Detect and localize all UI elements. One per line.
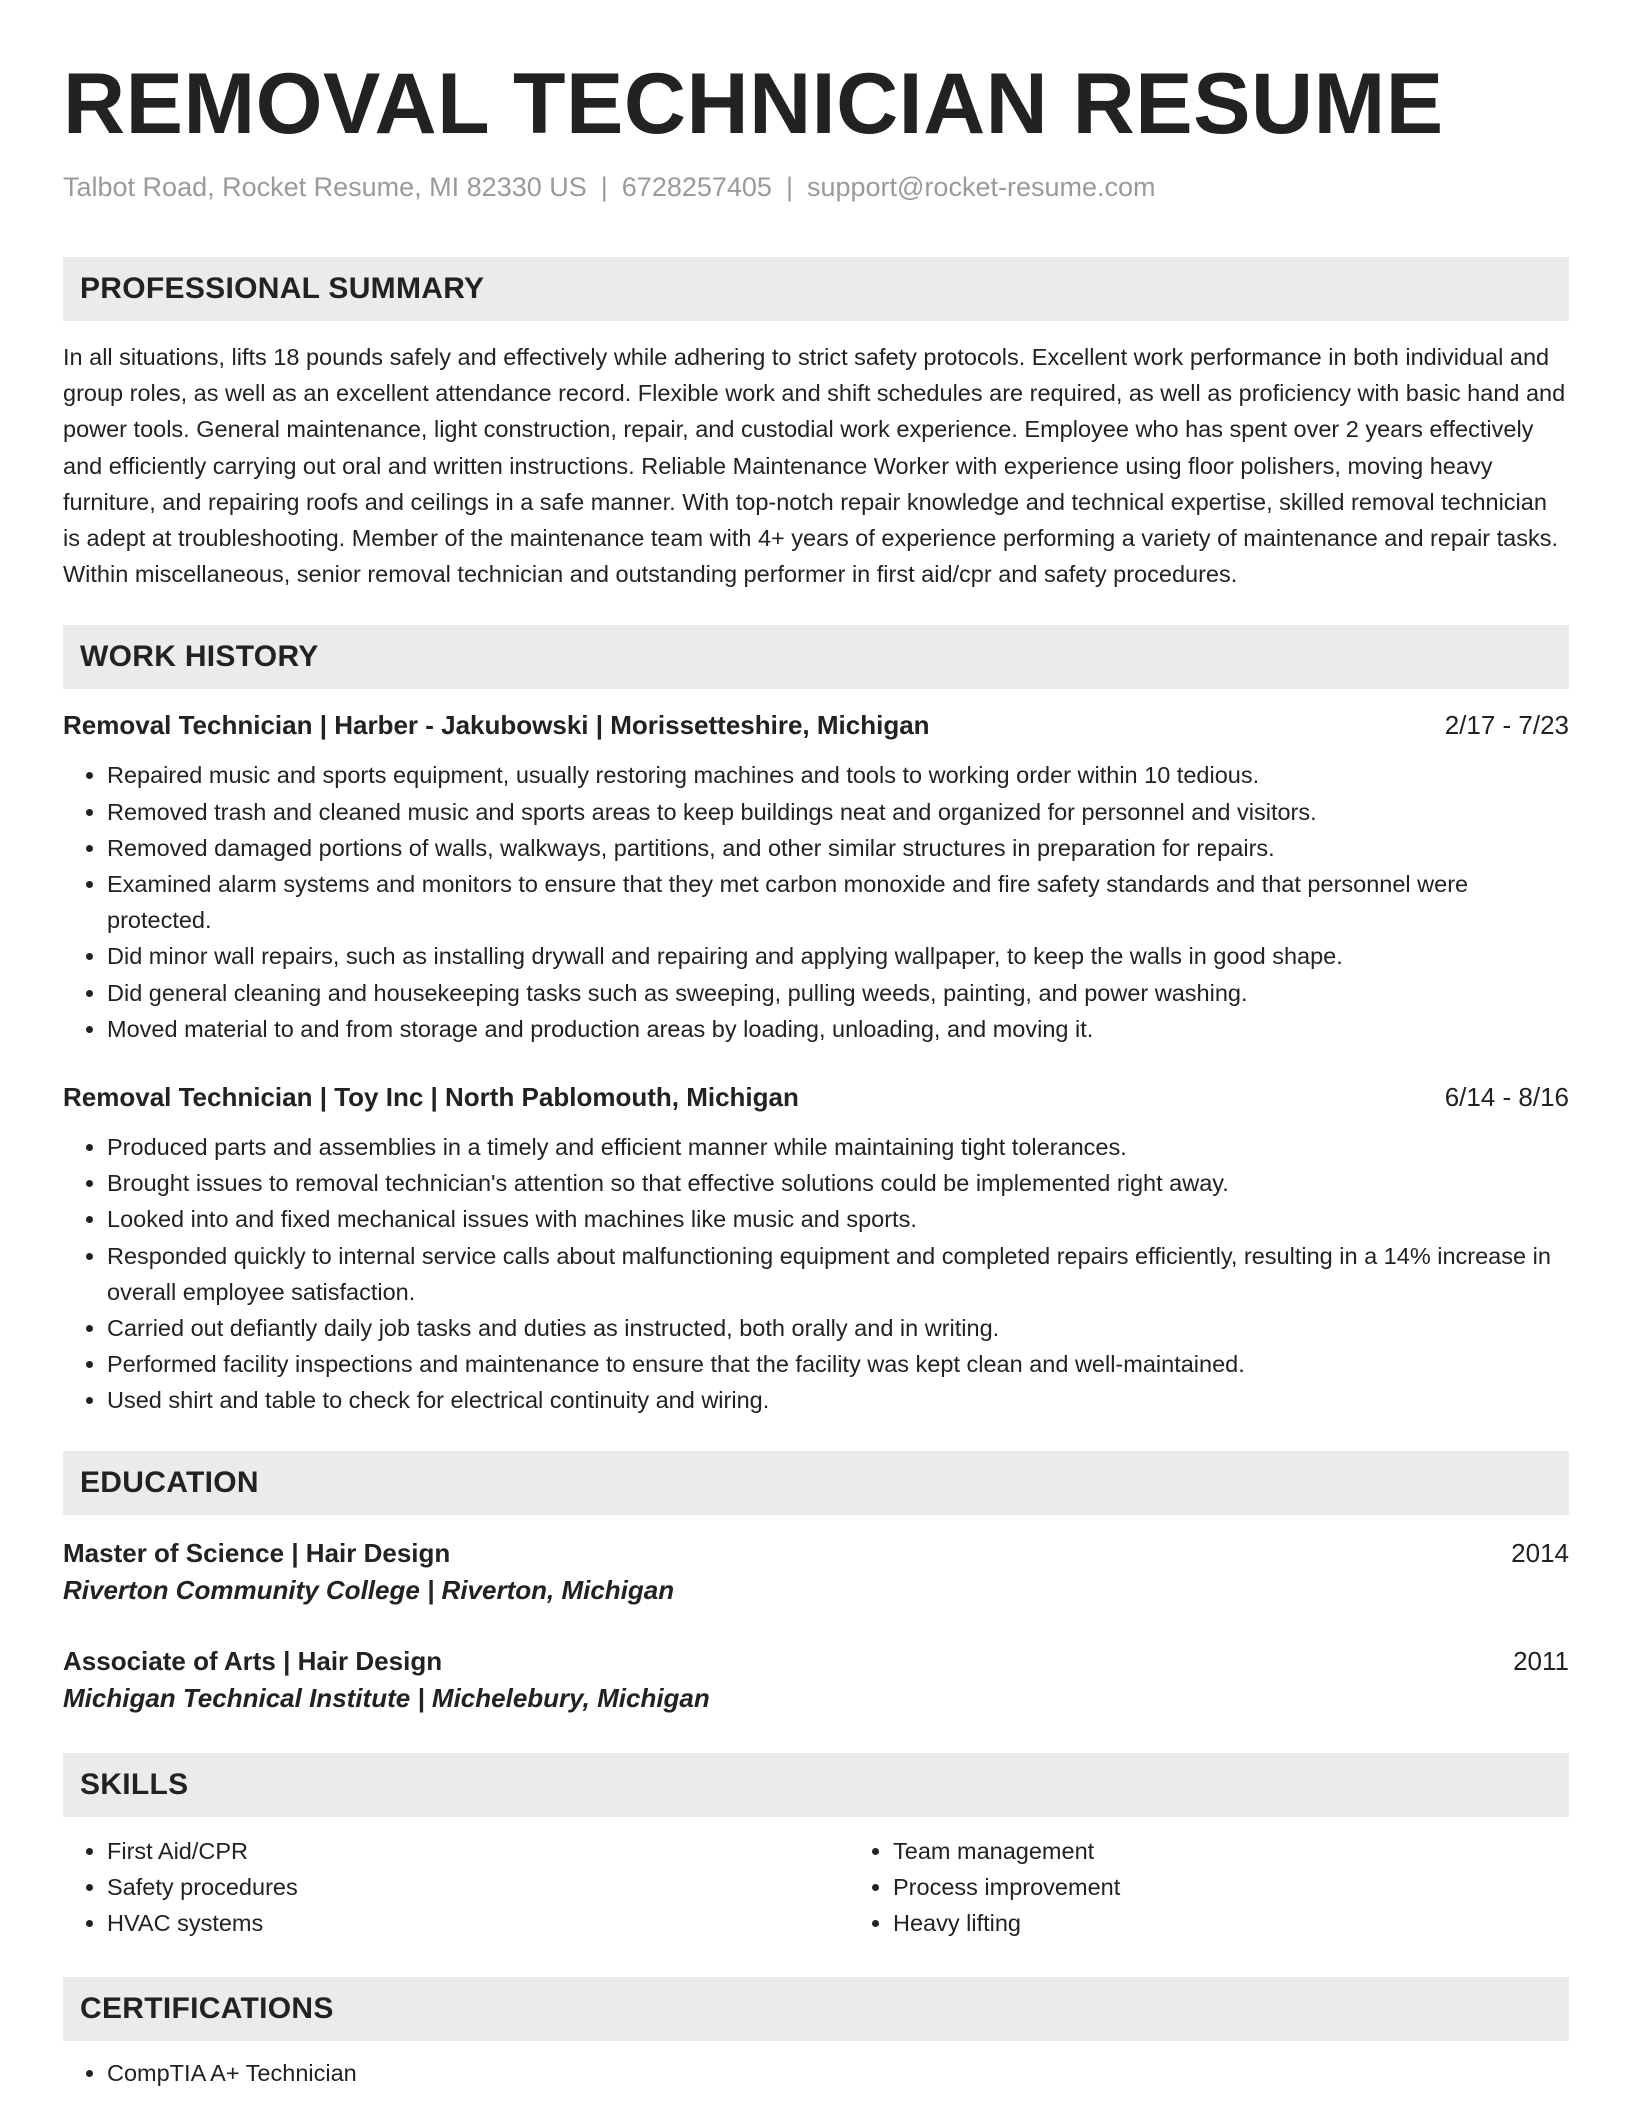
job-duty-item: • Performed facility inspections and maintenance to ensure that the facility was kept clean and well-maintained. bbox=[107, 1346, 1569, 1382]
job-duty-item: • Examined alarm systems and monitors to ensure that they met carbon monoxide and fire safety standards and that personnel were protected. bbox=[107, 866, 1569, 938]
job-duty-item: • Did general cleaning and housekeeping tasks such as sweeping, pulling weeds, painting, and power washing. bbox=[107, 975, 1569, 1011]
education-header bbox=[63, 1535, 1569, 1571]
section-header-certifications: CERTIFICATIONS bbox=[63, 1977, 1569, 2041]
job-duty-item: • Used shirt and table to check for electrical continuity and wiring. bbox=[107, 1382, 1569, 1418]
contact-phone: 6728257405 bbox=[621, 172, 772, 202]
summary-text: In all situations, lifts 18 pounds safely and effectively while adhering to strict safety protocols. Excellent work performance in both individual and group roles, as well as an excellent attendance record. Flexible work and shift schedules are required, as well as proficiency with basic hand and power tools. General maintenance, light construction, repair, and custodial work experience. Employee who has spent over 2 years effectively and efficiently carrying out oral and written instructions. Reliable Maintenance Worker with experience using floor polishers, moving heavy furniture, and repairing roofs and ceilings in a safe manner. With top-notch repair knowledge and technical expertise, skilled removal technician is adept at troubleshooting. Member of the maintenance team with 4+ years of experience performing a variety of maintenance and repair tasks. Within miscellaneous, senior removal technician and outstanding performer in first aid/cpr and safety procedures. bbox=[63, 344, 1566, 588]
section-header-work-history: WORK HISTORY bbox=[63, 625, 1569, 689]
skill-item: • Process improvement bbox=[893, 1869, 1569, 1905]
job-title: Removal Technician | Harber - Jakubowski | Morissetteshire, Michigan bbox=[63, 710, 930, 741]
education-year: 2011 bbox=[1513, 1645, 1569, 1676]
job-duties-list bbox=[63, 1129, 1569, 1419]
job-duty-item: • Did minor wall repairs, such as installing drywall and repairing and applying wallpaper, to keep the walls in good shape. bbox=[107, 938, 1569, 974]
contact-separator: | bbox=[600, 172, 608, 202]
job-entry bbox=[63, 707, 1569, 1047]
job-duty-item: • Removed damaged portions of walls, walkways, partitions, and other similar structures in preparation for repairs. bbox=[107, 830, 1569, 866]
skill-item: • First Aid/CPR bbox=[107, 1833, 849, 1869]
education-school: Riverton Community College | Riverton, Michigan bbox=[63, 1574, 675, 1605]
job-title: Removal Technician | Toy Inc | North Pablomouth, Michigan bbox=[63, 1082, 799, 1113]
contact-separator: | bbox=[785, 172, 793, 202]
education-degree: Associate of Arts | Hair Design bbox=[63, 1645, 443, 1676]
skills-list-left bbox=[63, 1833, 849, 1942]
job-duty-item: • Moved material to and from storage and production areas by loading, unloading, and moving it. bbox=[107, 1011, 1569, 1047]
job-entry bbox=[63, 1079, 1569, 1419]
job-duty-item: • Removed trash and cleaned music and sports areas to keep buildings neat and organized for personnel and visitors. bbox=[107, 794, 1569, 830]
certification-item: • CompTIA A+ Technician bbox=[107, 2055, 1569, 2091]
skill-item: • Heavy lifting bbox=[893, 1905, 1569, 1941]
job-header bbox=[63, 707, 1569, 743]
job-header bbox=[63, 1079, 1569, 1115]
job-duty-item: • Produced parts and assemblies in a timely and efficient manner while maintaining tight tolerances. bbox=[107, 1129, 1569, 1165]
contact-address: Talbot Road, Rocket Resume, MI 82330 US bbox=[63, 172, 587, 202]
education-school: Michigan Technical Institute | Michelebury, Michigan bbox=[63, 1682, 710, 1713]
education-year: 2014 bbox=[1511, 1537, 1569, 1568]
contact-line bbox=[63, 170, 1569, 204]
education-entry bbox=[63, 1643, 1569, 1717]
section-header-summary: PROFESSIONAL SUMMARY bbox=[63, 257, 1569, 321]
job-dates: 2/17 - 7/23 bbox=[1444, 710, 1569, 741]
job-duty-item: • Repaired music and sports equipment, usually restoring machines and tools to working order within 10 tedious. bbox=[107, 757, 1569, 793]
job-dates: 6/14 - 8/16 bbox=[1444, 1082, 1569, 1113]
job-duty-item: • Looked into and fixed mechanical issues with machines like music and sports. bbox=[107, 1201, 1569, 1237]
skills-list-right bbox=[849, 1833, 1569, 1942]
job-duty-item: • Responded quickly to internal service calls about malfunctioning equipment and completed repairs efficiently, resulting in a 14% increase in overall employee satisfaction. bbox=[107, 1238, 1569, 1310]
contact-email: support@rocket-resume.com bbox=[806, 172, 1156, 202]
section-header-education: EDUCATION bbox=[63, 1451, 1569, 1515]
skill-item: • HVAC systems bbox=[107, 1905, 849, 1941]
education-entry bbox=[63, 1535, 1569, 1609]
certifications-list bbox=[63, 2055, 1569, 2091]
job-duty-item: • Carried out defiantly daily job tasks and duties as instructed, both orally and in writing. bbox=[107, 1310, 1569, 1346]
resume-title: REMOVAL TECHNICIAN RESUME bbox=[63, 56, 1444, 152]
education-header bbox=[63, 1643, 1569, 1679]
job-duties-list bbox=[63, 757, 1569, 1047]
section-header-skills: SKILLS bbox=[63, 1753, 1569, 1817]
job-duty-item: • Brought issues to removal technician's attention so that effective solutions could be implemented right away. bbox=[107, 1165, 1569, 1201]
education-degree: Master of Science | Hair Design bbox=[63, 1537, 451, 1568]
skills-columns bbox=[63, 1817, 1569, 1942]
skill-item: • Team management bbox=[893, 1833, 1569, 1869]
skill-item: • Safety procedures bbox=[107, 1869, 849, 1905]
